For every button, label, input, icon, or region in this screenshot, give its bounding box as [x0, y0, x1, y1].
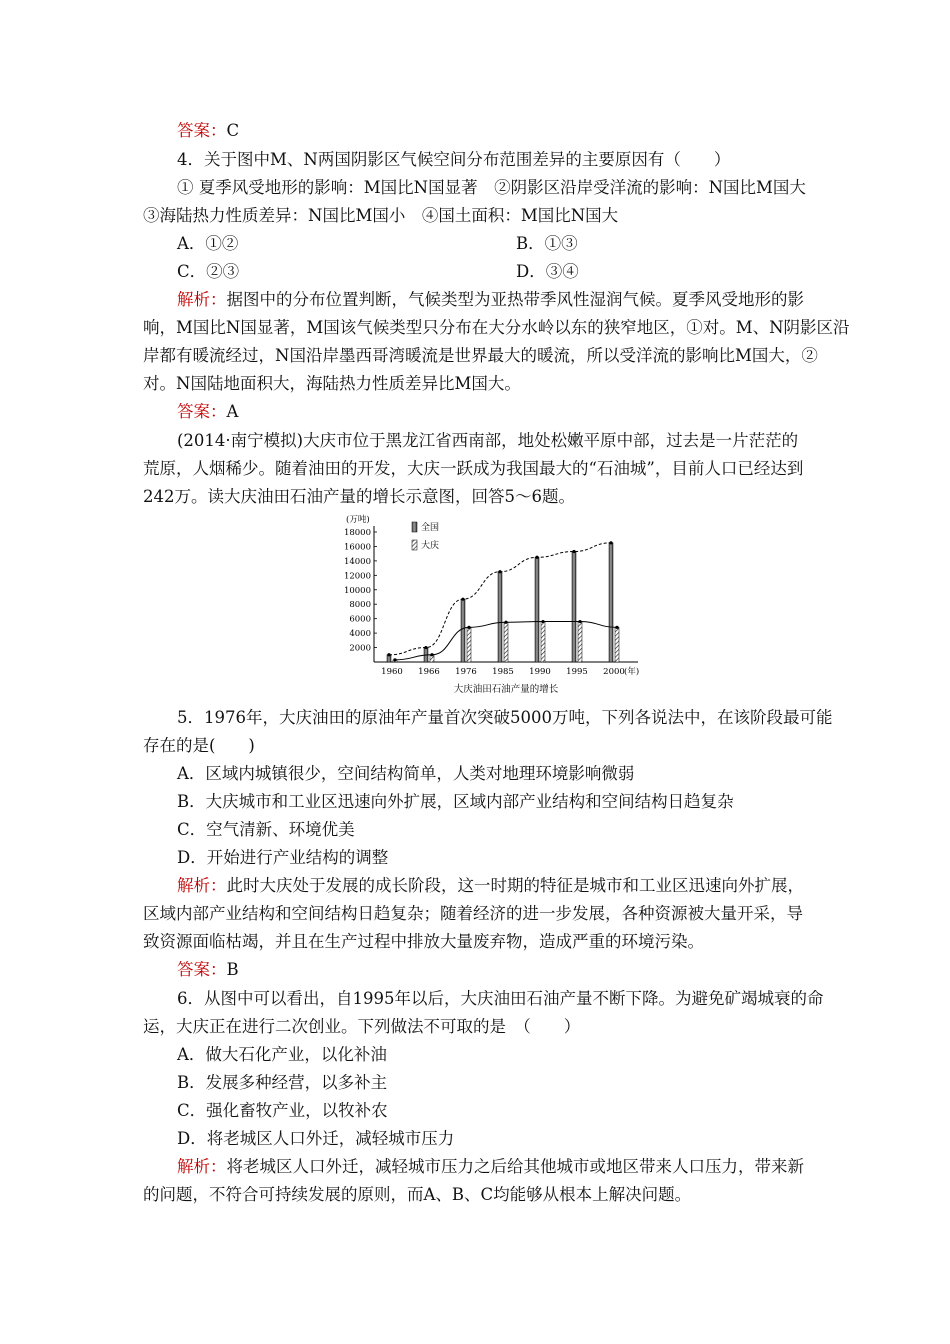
x-tick-label: 1966	[418, 667, 440, 677]
point-daqing	[541, 620, 544, 623]
answer-value: C	[226, 121, 240, 140]
bar-daqing	[541, 622, 545, 662]
q6-option-a: A．做大石化产业，以化补油	[177, 1045, 387, 1064]
answer-label: 答案：	[177, 960, 227, 979]
q5-explanation-line2: 区域内部产业结构和空间结构日趋复杂；随着经济的进一步发展，各种资源被大量开采，导	[143, 904, 803, 923]
legend-label-national: 全国	[421, 523, 440, 533]
answer-label: 答案：	[177, 121, 227, 140]
point-national	[498, 570, 501, 573]
point-daqing	[430, 653, 433, 656]
bar-daqing	[504, 622, 508, 662]
q4-options-line2: ③海陆热力性质差异：N国比M国小 ④国土面积：M国比N国大	[143, 206, 619, 225]
q6-explanation-line2: 的问题，不符合可持续发展的原则，而A、B、C均能够从根本上解决问题。	[143, 1185, 692, 1204]
intro-line3: 242万。读大庆油田石油产量的增长示意图，回答5～6题。	[143, 487, 575, 506]
q5-option-a: A．区域内城镇很少，空间结构简单，人类对地理环境影响微弱	[177, 764, 635, 783]
q6-option-c: C．强化畜牧产业，以牧补农	[177, 1101, 388, 1120]
y-axis-unit: (万吨)	[346, 515, 370, 525]
q4-option-b: B．①③	[516, 234, 578, 253]
point-national	[424, 646, 427, 649]
oil-production-chart	[340, 512, 650, 698]
point-national	[535, 556, 538, 559]
point-daqing	[578, 620, 581, 623]
y-tick-label: 10000	[343, 585, 371, 596]
answer-5	[177, 958, 239, 982]
point-daqing	[467, 626, 470, 629]
q5-explanation-line1	[177, 874, 804, 898]
explanation-label: 解析：	[177, 876, 227, 895]
answer-3	[177, 119, 239, 143]
x-tick-label: 1990	[529, 667, 551, 677]
q4-explanation-line2: 响，M国比N国显著，M国该气候类型只分布在大分水岭以东的狭窄地区，①对。M、N阴影区沿	[143, 318, 850, 337]
point-daqing	[504, 621, 507, 624]
legend-label-daqing: 大庆	[421, 541, 440, 551]
bar-national	[498, 572, 502, 662]
bar-daqing	[467, 627, 471, 662]
bar-national	[572, 552, 576, 663]
y-tick-label: 8000	[349, 600, 371, 611]
bar-daqing	[615, 627, 619, 662]
legend-swatch-daqing	[412, 540, 417, 550]
answer-value: B	[226, 960, 239, 979]
q6-option-b: B．发展多种经营，以多补主	[177, 1073, 388, 1092]
q6-stem-line1: 6．从图中可以看出，自1995年以后，大庆油田石油产量不断下降。为避免矿竭城衰的命	[177, 989, 824, 1008]
bar-national	[535, 557, 539, 662]
intro-line1: (2014·南宁模拟)大庆市位于黑龙江省西南部，地处松嫩平原中部，过去是一片茫茫的	[177, 431, 799, 450]
explanation-text: 此时大庆处于发展的成长阶段，这一时期的特征是城市和工业区迅速向外扩展，	[226, 876, 804, 895]
y-tick-label: 16000	[343, 542, 371, 553]
y-tick-label: 6000	[349, 614, 371, 625]
bar-national	[461, 599, 465, 662]
q5-explanation-line3: 致资源面临枯竭，并且在生产过程中排放大量废弃物，造成严重的环境污染。	[143, 932, 704, 951]
answer-label: 答案：	[177, 402, 227, 421]
y-tick-label: 18000	[343, 528, 371, 538]
y-tick-label: 12000	[343, 571, 371, 582]
q4-option-d: D．③④	[516, 262, 579, 281]
q4-options-line1: ① 夏季风受地形的影响：M国比N国显著 ②阴影区沿岸受洋流的影响：N国比M国大	[177, 178, 806, 197]
point-national	[609, 541, 612, 544]
point-national	[387, 653, 390, 656]
q6-stem-line2: 运，大庆正在进行二次创业。下列做法不可取的是 （ ）	[143, 1017, 581, 1036]
q6-explanation-line1	[177, 1155, 804, 1179]
legend-swatch-national	[412, 522, 417, 532]
y-tick-label: 2000	[349, 643, 371, 654]
x-tick-label: 1995	[566, 667, 588, 677]
y-tick-label: 4000	[349, 629, 371, 640]
answer-4	[177, 400, 238, 424]
x-tick-label: 2000	[603, 667, 625, 677]
q5-option-b: B．大庆城市和工业区迅速向外扩展，区域内部产业结构和空间结构日趋复杂	[177, 792, 734, 811]
point-national	[461, 598, 464, 601]
q4-explanation-line1	[177, 288, 804, 312]
explanation-text: 将老城区人口外迁，减轻城市压力之后给其他城市或地区带来人口压力，带来新	[226, 1157, 804, 1176]
intro-line2: 荒原，人烟稀少。随着油田的开发，大庆一跃成为我国最大的“石油城”，目前人口已经达到	[143, 459, 804, 478]
q4-explanation-line4: 对。N国陆地面积大，海陆热力性质差异比M国大。	[143, 374, 521, 393]
q4-explanation-line3: 岸都有暖流经过，N国沿岸墨西哥湾暖流是世界最大的暖流，所以受洋流的影响比M国大，②	[143, 346, 818, 365]
explanation-text: 据图中的分布位置判断，气候类型为亚热带季风性湿润气候。夏季风受地形的影	[226, 290, 804, 309]
q4-option-c: C．②③	[177, 262, 240, 281]
explanation-label: 解析：	[177, 290, 227, 309]
bar-national	[609, 543, 613, 662]
q4-stem: 4．关于图中M、N两国阴影区气候空间分布范围差异的主要原因有（ ）	[177, 150, 731, 169]
q5-stem-line1: 5．1976年，大庆油田的原油年产量首次突破5000万吨，下列各说法中，在该阶段最可能	[177, 708, 833, 727]
point-daqing	[393, 658, 396, 661]
chart-title: 大庆油田石油产量的增长	[453, 684, 559, 695]
explanation-label: 解析：	[177, 1157, 227, 1176]
point-national	[572, 550, 575, 553]
point-daqing	[615, 626, 618, 629]
q6-option-d: D．将老城区人口外迁，减轻城市压力	[177, 1129, 455, 1148]
x-tick-label: 1985	[492, 667, 514, 677]
bar-daqing	[578, 622, 582, 662]
y-tick-label: 14000	[343, 556, 371, 567]
q5-option-d: D．开始进行产业结构的调整	[177, 848, 389, 867]
x-tick-label: 1960	[381, 667, 403, 677]
x-tick-label: 1976	[455, 667, 477, 677]
q5-stem-line2: 存在的是( )	[143, 736, 255, 755]
x-axis-unit: (年)	[624, 667, 640, 677]
q5-option-c: C．空气清新、环境优美	[177, 820, 355, 839]
q4-option-a: A．①②	[177, 234, 239, 253]
answer-value: A	[226, 402, 239, 421]
